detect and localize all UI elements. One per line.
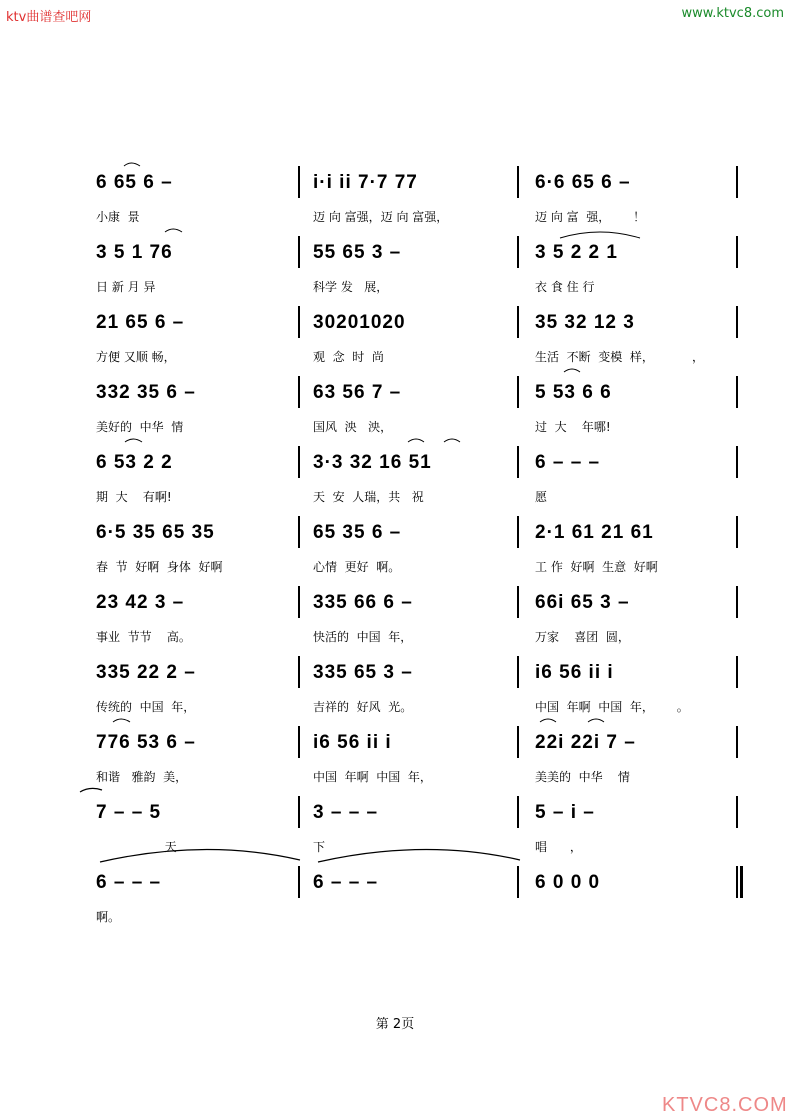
notes-row6-m2: 65 35 6 – <box>313 522 402 543</box>
lyric-row4-m1: 美好的 中华 情 <box>96 420 184 434</box>
slur-arc <box>113 719 130 722</box>
lyric-row10-m3: 唱 ， <box>535 840 582 854</box>
notes-row11-m3: 6 0 0 0 <box>535 872 601 893</box>
lyric-row2-m3: 衣 食 住 行 <box>535 280 595 294</box>
lyric-row4-m2: 国风 泱 泱， <box>313 420 393 434</box>
slur-arc <box>165 229 182 232</box>
notes-row10-m2: 3 – – – <box>313 802 379 823</box>
lyric-row3-m3: 生活 不断 变模 样， ， <box>535 350 705 364</box>
notes-row4-m2: 63 56 7 – <box>313 382 402 403</box>
notes-row1-m3: 6·6 65 6 – <box>535 172 631 193</box>
notes-row9-m2: i6 56 ii i <box>313 732 392 753</box>
lyric-row6-m2: 心情 更好 啊。 <box>313 560 401 574</box>
notes-row3-m2: 30201020 <box>313 312 406 333</box>
notes-row7-m1: 23 42 3 – <box>96 592 185 613</box>
notes-row4-m3: 5 53 6 6 <box>535 382 612 403</box>
watermark-logo: KTVC8.COM <box>662 1094 788 1116</box>
notes-row1-m2: i·i ii 7·7 77 <box>313 172 418 193</box>
notes-row11-m1: 6 – – – <box>96 872 162 893</box>
lyric-row3-m2: 观 念 时 尚 <box>313 350 384 364</box>
lyric-row8-m2: 吉祥的 好风 光。 <box>313 700 413 714</box>
slur-arc <box>540 719 556 722</box>
site-name-left: ktv曲谱查吧网 <box>6 10 92 25</box>
notes-row3-m1: 21 65 6 – <box>96 312 185 333</box>
slur-arc <box>588 719 604 722</box>
slur-arc <box>124 163 140 166</box>
notes-row5-m2: 3·3 32 16 51 <box>313 452 432 473</box>
lyric-row10-m1: 天 <box>96 840 177 854</box>
notes-row6-m3: 2·1 61 21 61 <box>535 522 654 543</box>
page-number: 第 2页 <box>375 1017 415 1032</box>
slur-arc <box>125 439 142 442</box>
slur-arc <box>80 788 102 792</box>
lyric-row3-m1: 方便 又顺 畅， <box>96 350 176 364</box>
slur-arc <box>560 232 640 238</box>
notes-row10-m1: 7 – – 5 <box>96 802 162 823</box>
slur-arc <box>564 369 580 372</box>
notes-row2-m3: 3 5 2 2 1 <box>535 242 618 263</box>
lyric-row5-m3: 愿 <box>535 490 548 504</box>
lyric-row2-m2: 科学 发 展， <box>313 280 389 294</box>
site-url-right[interactable]: www.ktvc8.com <box>681 6 784 21</box>
notes-row2-m2: 55 65 3 – <box>313 242 402 263</box>
lyric-row8-m1: 传统的 中国 年， <box>96 700 196 714</box>
notes-row8-m1: 335 22 2 – <box>96 662 196 683</box>
notes-row5-m3: 6 – – – <box>535 452 601 473</box>
notes-row10-m3: 5 – i – <box>535 802 595 823</box>
slur-arc <box>408 439 424 442</box>
lyric-row8-m3: 中国 年啊 中国 年， 。 <box>535 700 689 714</box>
lyric-row2-m1: 日 新 月 异 <box>96 280 156 294</box>
notes-row3-m3: 35 32 12 3 <box>535 312 635 333</box>
lyric-row1-m3: 迈 向 富 强， ！ <box>535 210 646 224</box>
lyric-row6-m3: 工 作 好啊 生意 好啊 <box>535 560 658 574</box>
notes-row8-m2: 335 65 3 – <box>313 662 413 683</box>
notes-row2-m1: 3 5 1 76 <box>96 242 173 263</box>
lyric-row11-m1: 啊。 <box>96 910 121 924</box>
lyric-row4-m3: 过 大 年哪! <box>535 420 611 434</box>
lyric-row5-m1: 期 大 有啊! <box>96 490 172 504</box>
notes-row5-m1: 6 53 2 2 <box>96 452 173 473</box>
notes-row11-m2: 6 – – – <box>313 872 379 893</box>
lyric-row7-m1: 事业 节节 高。 <box>96 630 191 644</box>
lyric-row9-m3: 美美的 中华 情 <box>535 770 630 784</box>
lyric-row7-m2: 快活的 中国 年， <box>313 630 413 644</box>
notes-row9-m3: 22i 22i 7 – <box>535 732 636 753</box>
notes-row7-m3: 66i 65 3 – <box>535 592 630 613</box>
notes-row1-m1: 6 65 6 – <box>96 172 173 193</box>
slur-arc <box>318 849 520 862</box>
slur-arc <box>100 849 300 862</box>
lyric-row9-m1: 和谐 雅韵 美， <box>96 770 188 784</box>
notes-row9-m1: 776 53 6 – <box>96 732 196 753</box>
lyric-row1-m1: 小康 景 <box>96 210 140 224</box>
lyric-row7-m3: 万家 喜团 圆， <box>535 630 630 644</box>
notes-row6-m1: 6·5 35 65 35 <box>96 522 215 543</box>
slur-arc <box>444 439 460 442</box>
lyric-row10-m2: 下 <box>313 840 326 854</box>
notes-row7-m2: 335 66 6 – <box>313 592 413 613</box>
notes-row4-m1: 332 35 6 – <box>96 382 196 403</box>
lyric-row5-m2: 天 安 人瑞，共 祝 <box>313 490 424 504</box>
lyric-row1-m2: 迈 向 富强，迈 向 富强， <box>313 210 449 224</box>
lyric-row6-m1: 春 节 好啊 身体 好啊 <box>96 560 223 574</box>
notes-row8-m3: i6 56 ii i <box>535 662 614 683</box>
lyric-row9-m2: 中国 年啊 中国 年， <box>313 770 432 784</box>
